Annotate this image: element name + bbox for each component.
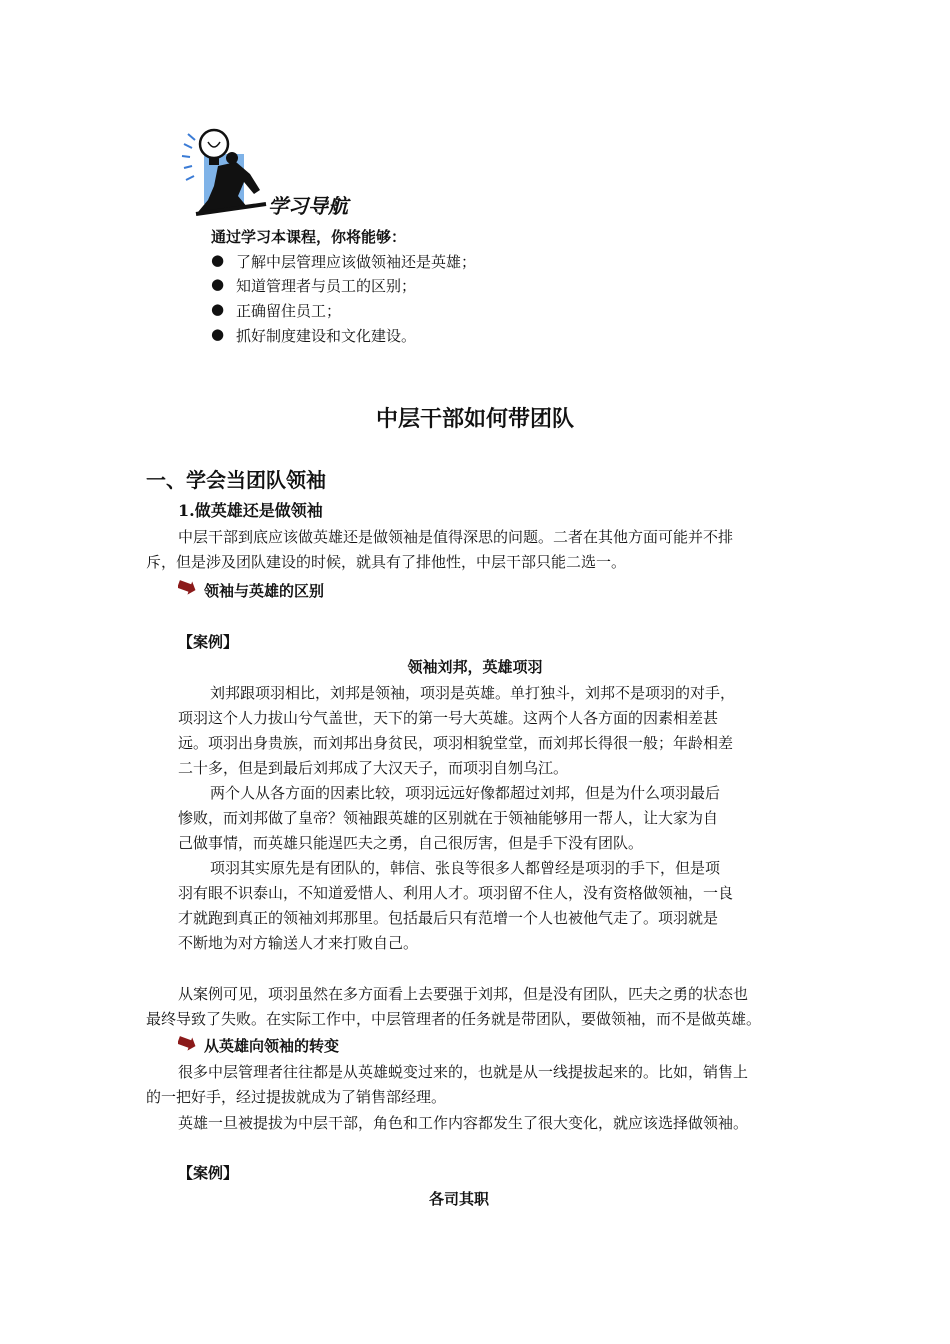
red-arrow-icon (178, 1036, 196, 1052)
section-heading-1: 一、学会当团队领袖 (146, 468, 326, 492)
nav-bullet-item: 知道管理者与员工的区别； (236, 277, 417, 295)
point-heading-1: 领袖与英雄的区别 (204, 582, 325, 600)
paragraph-line: 斥，但是涉及团队建设的时候，就具有了排他性，中层干部只能二选一。 (146, 553, 627, 571)
red-arrow-icon (178, 580, 196, 596)
paragraph-line: 英雄一旦被提拔为中层干部，角色和工作内容都发生了很大变化，就应该选择做领袖。 (178, 1114, 749, 1132)
paragraph-line: 从案例可见，项羽虽然在多方面看上去要强于刘邦，但是没有团队，匹夫之勇的状态也 (178, 985, 749, 1003)
nav-bullet-item: 抓好制度建设和文化建设。 (236, 327, 417, 345)
case-label-2: 【案例】 (178, 1164, 239, 1182)
case-label-1: 【案例】 (178, 633, 239, 651)
bullet-dot-icon: ● (211, 251, 225, 269)
case-line: 己做事情，而英雄只能逞匹夫之勇，自己很厉害，但是手下没有团队。 (178, 834, 644, 852)
case-line: 羽有眼不识泰山，不知道爱惜人、利用人才。项羽留不住人，没有资格做领袖，一良 (178, 884, 734, 902)
case-line: 远。项羽出身贵族，而刘邦出身贫民，项羽相貌堂堂，而刘邦长得很一般；年龄相差 (178, 734, 734, 752)
page-title: 中层干部如何带团队 (375, 407, 574, 432)
subsection-heading-1: 1.做英雄还是做领袖 (178, 501, 323, 520)
case-line: 两个人从各方面的因素比较，项羽远远好像都超过刘邦，但是为什么项羽最后 (210, 784, 721, 802)
case-line: 不断地为对方输送人才来打败自己。 (178, 934, 419, 952)
case-line: 项羽这个人力拔山兮气盖世，天下的第一号大英雄。这两个人各方面的因素相差甚 (178, 709, 719, 727)
bullet-dot-icon: ● (211, 275, 225, 293)
paragraph-line: 很多中层管理者往往都是从英雄蜕变过来的，也就是从一线提拔起来的。比如，销售上 (178, 1063, 749, 1081)
case-line: 刘邦跟项羽相比，刘邦是领袖，项羽是英雄。单打独斗，刘邦不是项羽的对手， (210, 684, 736, 702)
bullet-dot-icon: ● (211, 325, 225, 343)
case-title-1: 领袖刘邦，英雄项羽 (407, 658, 543, 676)
nav-bullet-item: 了解中层管理应该做领袖还是英雄； (236, 253, 477, 271)
nav-intro: 通过学习本课程，你将能够： (211, 228, 407, 246)
case-line: 惨败，而刘邦做了皇帝？领袖跟英雄的区别就在于领袖能够用一帮人，让大家为自 (178, 809, 719, 827)
paragraph-line: 最终导致了失败。在实际工作中，中层管理者的任务就是带团队，要做领袖，而不是做英雄。 (146, 1010, 762, 1028)
case-line: 才就跑到真正的领袖刘邦那里。包括最后只有范增一个人也被他气走了。项羽就是 (178, 909, 719, 927)
bullet-dot-icon: ● (211, 300, 225, 318)
paragraph-line: 的一把好手，经过提拔就成为了销售部经理。 (146, 1088, 447, 1106)
paragraph-line: 中层干部到底应该做英雄还是做领袖是值得深思的问题。二者在其他方面可能并不排 (178, 528, 734, 546)
nav-title: 学习导航 (268, 194, 348, 218)
case-title-2: 各司其职 (428, 1190, 489, 1208)
point-heading-2: 从英雄向领袖的转变 (204, 1037, 340, 1055)
nav-bullet-item: 正确留住员工； (236, 302, 342, 320)
lightbulb-businessman-icon (178, 124, 270, 216)
case-line: 项羽其实原先是有团队的，韩信、张良等很多人都曾经是项羽的手下，但是项 (210, 859, 721, 877)
case-line: 二十多，但是到最后刘邦成了大汉天子，而项羽自刎乌江。 (178, 759, 569, 777)
